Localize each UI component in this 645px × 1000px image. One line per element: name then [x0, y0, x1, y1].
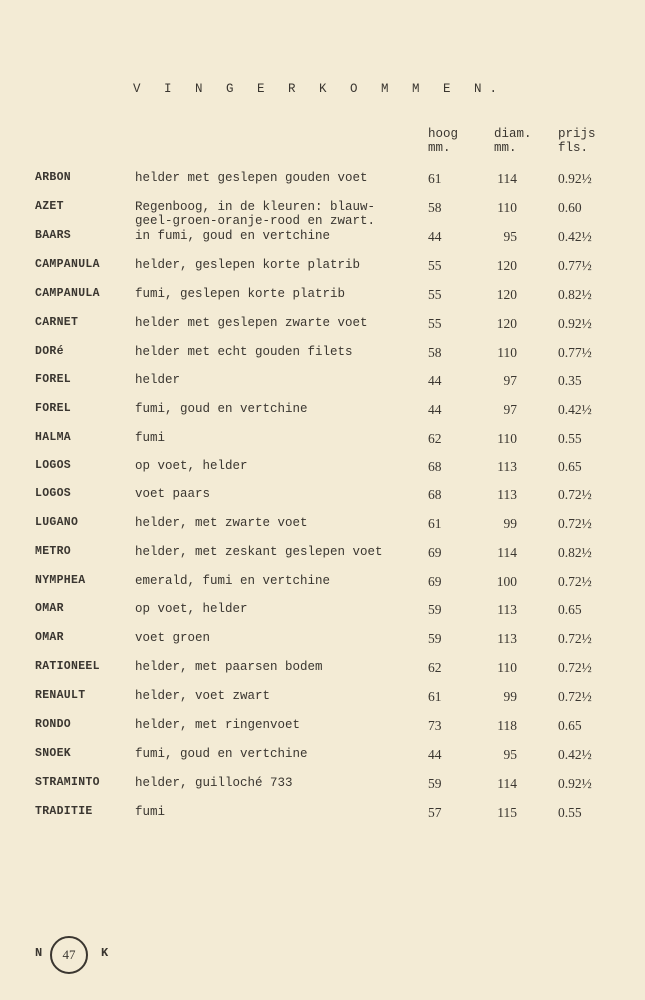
product-name: METRO: [35, 545, 72, 558]
height-mm: 61: [428, 689, 442, 704]
product-name: SNOEK: [35, 747, 72, 760]
product-description: fumi, goud en vertchine: [135, 402, 308, 416]
diameter-mm: 114: [497, 776, 517, 791]
diameter-mm: 97: [503, 402, 517, 417]
product-description: fumi: [135, 805, 166, 819]
diameter-mm: 110: [497, 345, 517, 360]
product-description: op voet, helder: [135, 602, 248, 616]
diameter-mm: 113: [497, 602, 517, 617]
product-name: OMAR: [35, 631, 64, 644]
price-fls: 0.82½: [558, 545, 592, 560]
price-fls: 0.42½: [558, 229, 592, 244]
table-row: [0, 431, 645, 447]
page-number-circle: 47: [50, 936, 88, 974]
height-mm: 44: [428, 229, 442, 244]
header-diam-unit: mm.: [494, 141, 517, 155]
diameter-mm: 115: [497, 805, 517, 820]
height-mm: 58: [428, 345, 442, 360]
diameter-mm: 114: [497, 171, 517, 186]
product-name: LOGOS: [35, 459, 72, 472]
product-name: ARBON: [35, 171, 72, 184]
table-row: [0, 171, 645, 187]
diameter-mm: 110: [497, 660, 517, 675]
header-diam-label: diam.: [494, 127, 532, 141]
product-description: helder, met paarsen bodem: [135, 660, 323, 674]
price-fls: 0.72½: [558, 631, 592, 646]
product-description: helder: [135, 373, 181, 387]
product-name: OMAR: [35, 602, 64, 615]
price-fls: 0.92½: [558, 776, 592, 791]
table-row: [0, 602, 645, 618]
product-name: RENAULT: [35, 689, 86, 702]
height-mm: 62: [428, 431, 442, 446]
header-hoog-unit: mm.: [428, 141, 451, 155]
price-fls: 0.55: [558, 805, 582, 820]
diameter-mm: 113: [497, 487, 517, 502]
height-mm: 57: [428, 805, 442, 820]
product-name: LUGANO: [35, 516, 79, 529]
height-mm: 55: [428, 258, 442, 273]
product-name: LOGOS: [35, 487, 72, 500]
diameter-mm: 120: [496, 258, 517, 273]
product-name: FOREL: [35, 373, 72, 386]
product-description: emerald, fumi en vertchine: [135, 574, 331, 588]
product-description: helder, met ringenvoet: [135, 718, 301, 732]
product-name: HALMA: [35, 431, 72, 444]
height-mm: 61: [428, 516, 442, 531]
diameter-mm: 118: [497, 718, 517, 733]
diameter-mm: 114: [497, 545, 517, 560]
product-name: DORé: [35, 345, 64, 358]
price-fls: 0.72½: [558, 689, 592, 704]
product-description: helder met geslepen gouden voet: [135, 171, 368, 185]
table-row: [0, 660, 645, 676]
header-prijs-label: prijs: [558, 127, 596, 141]
footer-left-letter: N: [35, 946, 43, 960]
product-name: RONDO: [35, 718, 72, 731]
price-fls: 0.77½: [558, 345, 592, 360]
diameter-mm: 110: [497, 200, 517, 215]
table-row: [0, 316, 645, 332]
product-description: helder, met zeskant geslepen voet: [135, 545, 383, 559]
product-description: fumi, goud en vertchine: [135, 747, 308, 761]
product-description: helder, guilloché 733: [135, 776, 293, 790]
table-row: [0, 402, 645, 418]
table-row: [0, 545, 645, 561]
price-fls: 0.82½: [558, 287, 592, 302]
footer-right-letter: K: [101, 946, 109, 960]
product-name: FOREL: [35, 402, 72, 415]
diameter-mm: 95: [503, 229, 517, 244]
price-fls: 0.65: [558, 459, 582, 474]
table-row: [0, 516, 645, 532]
table-row: [0, 258, 645, 274]
product-description: voet groen: [135, 631, 211, 645]
price-fls: 0.65: [558, 602, 582, 617]
product-description: in fumi, goud en vertchine: [135, 229, 331, 243]
table-row: [0, 229, 645, 245]
header-prijs-unit: fls.: [558, 141, 589, 155]
column-header-diam: [494, 127, 532, 155]
header-hoog-label: hoog: [428, 127, 459, 141]
price-fls: 0.60: [558, 200, 582, 215]
height-mm: 62: [428, 660, 442, 675]
product-name: BAARS: [35, 229, 72, 242]
product-name: CAMPANULA: [35, 287, 100, 300]
column-header-prijs: [558, 127, 596, 155]
product-name: STRAMINTO: [35, 776, 100, 789]
product-description: helder met echt gouden filets: [135, 345, 353, 359]
product-description: op voet, helder: [135, 459, 248, 473]
height-mm: 73: [428, 718, 442, 733]
price-fls: 0.35: [558, 373, 582, 388]
product-description: helder, geslepen korte platrib: [135, 258, 361, 272]
height-mm: 55: [428, 316, 442, 331]
table-row: [0, 287, 645, 303]
product-description: Regenboog, in de kleuren: blauw-: [135, 200, 376, 214]
height-mm: 59: [428, 631, 442, 646]
height-mm: 44: [428, 402, 442, 417]
table-row: [0, 718, 645, 734]
table-row: [0, 487, 645, 503]
diameter-mm: 99: [503, 516, 517, 531]
page-title: V I N G E R K O M M E N.: [133, 82, 506, 96]
table-row: [0, 345, 645, 361]
price-fls: 0.72½: [558, 516, 592, 531]
product-description-continued: geel-groen-oranje-rood en zwart.: [135, 214, 376, 228]
price-fls: 0.72½: [558, 660, 592, 675]
product-name: NYMPHEA: [35, 574, 86, 587]
height-mm: 44: [428, 373, 442, 388]
table-row: [0, 200, 645, 228]
height-mm: 68: [428, 459, 442, 474]
table-row: [0, 805, 645, 821]
height-mm: 59: [428, 602, 442, 617]
product-name: CARNET: [35, 316, 79, 329]
diameter-mm: 113: [497, 631, 517, 646]
table-row: [0, 459, 645, 475]
diameter-mm: 120: [496, 316, 517, 331]
diameter-mm: 99: [503, 689, 517, 704]
price-fls: 0.65: [558, 718, 582, 733]
product-name: TRADITIE: [35, 805, 93, 818]
diameter-mm: 113: [497, 459, 517, 474]
height-mm: 59: [428, 776, 442, 791]
price-fls: 0.72½: [558, 574, 592, 589]
diameter-mm: 120: [496, 287, 517, 302]
height-mm: 55: [428, 287, 442, 302]
table-row: [0, 574, 645, 590]
product-description: helder met geslepen zwarte voet: [135, 316, 368, 330]
price-fls: 0.42½: [558, 402, 592, 417]
price-fls: 0.92½: [558, 316, 592, 331]
height-mm: 69: [428, 574, 442, 589]
table-row: [0, 747, 645, 763]
table-row: [0, 776, 645, 792]
product-name: RATIONEEL: [35, 660, 100, 673]
diameter-mm: 95: [503, 747, 517, 762]
price-fls: 0.55: [558, 431, 582, 446]
diameter-mm: 97: [503, 373, 517, 388]
height-mm: 44: [428, 747, 442, 762]
product-name: AZET: [35, 200, 64, 213]
product-description: helder, met zwarte voet: [135, 516, 308, 530]
table-row: [0, 373, 645, 389]
price-fls: 0.72½: [558, 487, 592, 502]
diameter-mm: 110: [497, 431, 517, 446]
column-header-hoog: [428, 127, 458, 155]
height-mm: 68: [428, 487, 442, 502]
height-mm: 58: [428, 200, 442, 215]
price-fls: 0.77½: [558, 258, 592, 273]
height-mm: 61: [428, 171, 442, 186]
diameter-mm: 100: [496, 574, 517, 589]
table-row: [0, 631, 645, 647]
product-description: fumi, geslepen korte platrib: [135, 287, 346, 301]
product-description: helder, voet zwart: [135, 689, 271, 703]
price-fls: 0.42½: [558, 747, 592, 762]
product-description: fumi: [135, 431, 166, 445]
price-fls: 0.92½: [558, 171, 592, 186]
product-name: CAMPANULA: [35, 258, 100, 271]
product-description: voet paars: [135, 487, 211, 501]
table-row: [0, 689, 645, 705]
height-mm: 69: [428, 545, 442, 560]
